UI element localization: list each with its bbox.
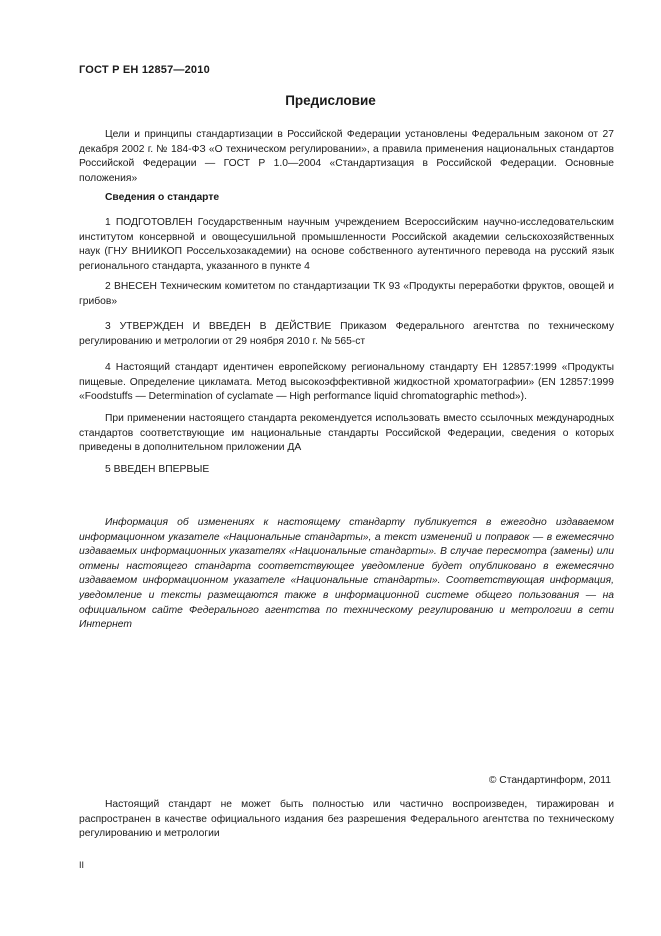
reference-note-paragraph: При применении настоящего стандарта рекомендуется использовать вместо ссылочных международных стандартов соответствующие им национальные стандарты Российской Федерации, сведения о которых приведены в дополнительном приложении ДА — [79, 413, 614, 454]
item-1-paragraph: 1 ПОДГОТОВЛЕН Государственным научным учреждением Всероссийским научно-исследовательским институтом консервной и овощесушильной промышленности Российской академии сельскохозяйственных наук (ГНУ ВНИИКОП Россельхозакадемии) на основе собственного аутентичного перевода на русский язык регионального стандарта, указанного в пункте 4 — [79, 217, 614, 272]
item-5-paragraph: 5 ВВЕДЕН ВПЕРВЫЕ — [105, 464, 210, 475]
item-3-paragraph: 3 УТВЕРЖДЕН И ВВЕДЕН В ДЕЙСТВИЕ Приказом Федерального агентства по техническому регулированию и метрологии от 29 ноября 2010 г. № 565-ст — [79, 321, 614, 347]
page-title: Предисловие — [285, 93, 376, 108]
info-notice-paragraph: Информация об изменениях к настоящему стандарту публикуется в ежегодно издаваемом информационном указателе «Национальные стандарты», а текст изменений и поправок — в ежемесячно издаваемых информационных указателях «Национальные стандарты». В случае пересмотра (замены) или отмены настоящего стандарта соответствующее уведомление будет опубликовано в ежемесячно издаваемом информационном указателе «Национальные стандарты». Соответствующая информация, уведомление и тексты размещаются также в информационной системе общего пользования — на официальном сайте Федерального агентства по техническому регулированию и метрологии в сети Интернет — [79, 517, 614, 631]
item-2-paragraph: 2 ВНЕСЕН Техническим комитетом по стандартизации ТК 93 «Продукты переработки фруктов, овощей и грибов» — [79, 281, 614, 307]
page-number: II — [79, 860, 85, 870]
item-4-paragraph: 4 Настоящий стандарт идентичен европейскому региональному стандарту ЕН 12857:1999 «Продукты пищевые. Определение цикламата. Метод высокоэффективной жидкостной хроматографии» (EN 12857:1999 «Foodstuffs — Determination of cyclamate — High performance liquid chromatographic method»). — [79, 362, 614, 403]
document-header: ГОСТ Р ЕН 12857—2010 — [79, 64, 210, 76]
section-heading: Сведения о стандарте — [105, 192, 220, 203]
copyright-line: © Стандартинформ, 2011 — [488, 775, 611, 786]
legal-notice-paragraph: Настоящий стандарт не может быть полностью или частично воспроизведен, тиражирован и распространен в качестве официального издания без разрешения Федерального агентства по техническому регулированию и метрологии — [79, 799, 614, 840]
intro-paragraph: Цели и принципы стандартизации в Российской Федерации установлены Федеральным законом от 27 декабря 2002 г. № 184-ФЗ «О техническом регулировании», а правила применения национальных стандартов Российской Федерации — ГОСТ Р 1.0—2004 «Стандартизация в Российской Федерации. Основные положения» — [79, 129, 614, 184]
